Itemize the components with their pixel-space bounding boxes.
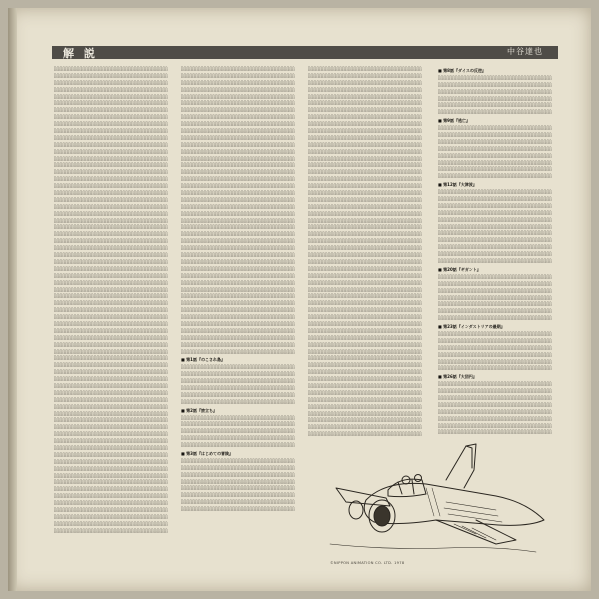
page-spine-edge [8, 8, 17, 591]
text-line: ░░░░░░░░░░░░░░░░░░░░░░░░░░░░░░░░░░░░░ [308, 79, 422, 85]
text-line: ░░░░░░░░░░░░░░░░░░░░░░░░░░░░░░░░░░░░░ [181, 121, 295, 127]
text-line: ░░░░░░░░░░░░░░░░░░░░░░░░░░░░░░░░░░░░░ [308, 100, 422, 106]
text-line: ░░░░░░░░░░░░░░░░░░░░░░░░░░░░░░░░░░░░░ [54, 438, 168, 444]
text-line: ░░░░░░░░░░░░░░░░░░░░░░░░░░░░░░░░░░░░░ [181, 314, 295, 320]
text-line: ░░░░░░░░░░░░░░░░░░░░░░░░░░░░░░░░░░░░░ [181, 391, 295, 397]
text-line: ░░░░░░░░░░░░░░░░░░░░░░░░░░░░░░░░░░░░░ [438, 365, 552, 371]
text-line: ░░░░░░░░░░░░░░░░░░░░░░░░░░░░░░░░░░░░░ [54, 327, 168, 333]
text-line: ░░░░░░░░░░░░░░░░░░░░░░░░░░░░░░░░░░░░░ [308, 327, 422, 333]
text-line: ░░░░░░░░░░░░░░░░░░░░░░░░░░░░░░░░░░░░░ [308, 272, 422, 278]
text-line: ░░░░░░░░░░░░░░░░░░░░░░░░░░░░░░░░░░░░░ [181, 471, 295, 477]
text-line: ░░░░░░░░░░░░░░░░░░░░░░░░░░░░░░░░░░░░░ [54, 252, 168, 258]
text-line: ░░░░░░░░░░░░░░░░░░░░░░░░░░░░░░░░░░░░░ [308, 72, 422, 78]
episode-heading: ■ 第1話『のこされ島』 [181, 357, 299, 364]
text-line: ░░░░░░░░░░░░░░░░░░░░░░░░░░░░░░░░░░░░░ [54, 300, 168, 306]
text-line: ░░░░░░░░░░░░░░░░░░░░░░░░░░░░░░░░░░░░░ [54, 210, 168, 216]
text-line: ░░░░░░░░░░░░░░░░░░░░░░░░░░░░░░░░░░░░░ [438, 251, 552, 257]
text-line: ░░░░░░░░░░░░░░░░░░░░░░░░░░░░░░░░░░░░░ [181, 169, 295, 175]
text-line: ░░░░░░░░░░░░░░░░░░░░░░░░░░░░░░░░░░░░░ [181, 265, 295, 271]
text-line: ░░░░░░░░░░░░░░░░░░░░░░░░░░░░░░░░░░░░░ [308, 334, 422, 340]
text-line: ░░░░░░░░░░░░░░░░░░░░░░░░░░░░░░░░░░░░░ [308, 431, 422, 437]
text-line: ░░░░░░░░░░░░░░░░░░░░░░░░░░░░░░░░░░░░░ [438, 258, 552, 264]
text-line: ░░░░░░░░░░░░░░░░░░░░░░░░░░░░░░░░░░░░░ [308, 121, 422, 127]
text-line: ░░░░░░░░░░░░░░░░░░░░░░░░░░░░░░░░░░░░░ [438, 415, 552, 421]
text-line: ░░░░░░░░░░░░░░░░░░░░░░░░░░░░░░░░░░░░░ [54, 162, 168, 168]
text-line: ░░░░░░░░░░░░░░░░░░░░░░░░░░░░░░░░░░░░░ [181, 86, 295, 92]
episode-heading: ■ 第23話『インダストリアの最期』 [438, 324, 558, 331]
text-line: ░░░░░░░░░░░░░░░░░░░░░░░░░░░░░░░░░░░░░ [181, 435, 295, 441]
text-line: ░░░░░░░░░░░░░░░░░░░░░░░░░░░░░░░░░░░░░ [54, 100, 168, 106]
text-line: ░░░░░░░░░░░░░░░░░░░░░░░░░░░░░░░░░░░░░ [54, 493, 168, 499]
text-line: ░░░░░░░░░░░░░░░░░░░░░░░░░░░░░░░░░░░░░ [54, 176, 168, 182]
text-line: ░░░░░░░░░░░░░░░░░░░░░░░░░░░░░░░░░░░░░ [308, 348, 422, 354]
text-line: ░░░░░░░░░░░░░░░░░░░░░░░░░░░░░░░░░░░░░ [54, 169, 168, 175]
text-line: ░░░░░░░░░░░░░░░░░░░░░░░░░░░░░░░░░░░░░ [438, 337, 552, 343]
text-line: ░░░░░░░░░░░░░░░░░░░░░░░░░░░░░░░░░░░░░ [54, 520, 168, 526]
text-line: ░░░░░░░░░░░░░░░░░░░░░░░░░░░░░░░░░░░░░ [54, 486, 168, 492]
text-line: ░░░░░░░░░░░░░░░░░░░░░░░░░░░░░░░░░░░░░ [54, 396, 168, 402]
text-line: ░░░░░░░░░░░░░░░░░░░░░░░░░░░░░░░░░░░░░ [308, 231, 422, 237]
text-line: ░░░░░░░░░░░░░░░░░░░░░░░░░░░░░░░░░░░░░ [308, 417, 422, 423]
text-line: ░░░░░░░░░░░░░░░░░░░░░░░░░░░░░░░░░░░░░ [181, 428, 295, 434]
text-line: ░░░░░░░░░░░░░░░░░░░░░░░░░░░░░░░░░░░░░ [54, 107, 168, 113]
text-line: ░░░░░░░░░░░░░░░░░░░░░░░░░░░░░░░░░░░░░ [54, 190, 168, 196]
text-line: ░░░░░░░░░░░░░░░░░░░░░░░░░░░░░░░░░░░░░ [308, 355, 422, 361]
text-line: ░░░░░░░░░░░░░░░░░░░░░░░░░░░░░░░░░░░░░ [308, 66, 422, 71]
text-line: ░░░░░░░░░░░░░░░░░░░░░░░░░░░░░░░░░░░░░ [181, 384, 295, 390]
text-line: ░░░░░░░░░░░░░░░░░░░░░░░░░░░░░░░░░░░░░ [308, 252, 422, 258]
text-line: ░░░░░░░░░░░░░░░░░░░░░░░░░░░░░░░░░░░░░ [308, 224, 422, 230]
text-line: ░░░░░░░░░░░░░░░░░░░░░░░░░░░░░░░░░░░░░ [181, 421, 295, 427]
text-line: ░░░░░░░░░░░░░░░░░░░░░░░░░░░░░░░░░░░░░ [181, 72, 295, 78]
text-line: ░░░░░░░░░░░░░░░░░░░░░░░░░░░░░░░░░░░░░ [181, 341, 295, 347]
text-line: ░░░░░░░░░░░░░░░░░░░░░░░░░░░░░░░░░░░░░ [438, 401, 552, 407]
text-line: ░░░░░░░░░░░░░░░░░░░░░░░░░░░░░░░░░░░░░ [54, 410, 168, 416]
text-line: ░░░░░░░░░░░░░░░░░░░░░░░░░░░░░░░░░░░░░ [54, 307, 168, 313]
text-column-2 [181, 66, 299, 536]
liner-notes-page [8, 8, 591, 591]
author-name: 中谷達也 [507, 47, 543, 56]
text-line: ░░░░░░░░░░░░░░░░░░░░░░░░░░░░░░░░░░░░░ [181, 499, 295, 505]
text-line: ░░░░░░░░░░░░░░░░░░░░░░░░░░░░░░░░░░░░░ [308, 169, 422, 175]
text-line: ░░░░░░░░░░░░░░░░░░░░░░░░░░░░░░░░░░░░░ [438, 189, 552, 195]
text-line: ░░░░░░░░░░░░░░░░░░░░░░░░░░░░░░░░░░░░░ [308, 376, 422, 382]
episode-heading: ■ 第8話『ダイスの反逆』 [438, 68, 558, 75]
text-line: ░░░░░░░░░░░░░░░░░░░░░░░░░░░░░░░░░░░░░ [438, 237, 552, 243]
text-line: ░░░░░░░░░░░░░░░░░░░░░░░░░░░░░░░░░░░░░ [54, 431, 168, 437]
text-line: ░░░░░░░░░░░░░░░░░░░░░░░░░░░░░░░░░░░░░ [181, 378, 295, 384]
episode-heading: ■ 第20話『ギガント』 [438, 267, 558, 274]
text-line: ░░░░░░░░░░░░░░░░░░░░░░░░░░░░░░░░░░░░░ [181, 334, 295, 340]
text-line: ░░░░░░░░░░░░░░░░░░░░░░░░░░░░░░░░░░░░░ [54, 258, 168, 264]
text-line: ░░░░░░░░░░░░░░░░░░░░░░░░░░░░░░░░░░░░░ [181, 66, 295, 71]
text-line: ░░░░░░░░░░░░░░░░░░░░░░░░░░░░░░░░░░░░░ [438, 81, 552, 87]
text-line: ░░░░░░░░░░░░░░░░░░░░░░░░░░░░░░░░░░░░░ [438, 145, 552, 151]
text-line: ░░░░░░░░░░░░░░░░░░░░░░░░░░░░░░░░░░░░░ [54, 245, 168, 251]
text-line: ░░░░░░░░░░░░░░░░░░░░░░░░░░░░░░░░░░░░░ [181, 155, 295, 161]
text-line: ░░░░░░░░░░░░░░░░░░░░░░░░░░░░░░░░░░░░░ [308, 141, 422, 147]
text-line: ░░░░░░░░░░░░░░░░░░░░░░░░░░░░░░░░░░░░░ [438, 351, 552, 357]
text-line: ░░░░░░░░░░░░░░░░░░░░░░░░░░░░░░░░░░░░░ [54, 389, 168, 395]
text-line: ░░░░░░░░░░░░░░░░░░░░░░░░░░░░░░░░░░░░░ [308, 245, 422, 251]
text-line: ░░░░░░░░░░░░░░░░░░░░░░░░░░░░░░░░░░░░░ [181, 134, 295, 140]
episode-heading: ■ 第12話『大津波』 [438, 182, 558, 189]
text-line: ░░░░░░░░░░░░░░░░░░░░░░░░░░░░░░░░░░░░░ [181, 252, 295, 258]
text-line: ░░░░░░░░░░░░░░░░░░░░░░░░░░░░░░░░░░░░░ [54, 355, 168, 361]
text-line: ░░░░░░░░░░░░░░░░░░░░░░░░░░░░░░░░░░░░░ [181, 231, 295, 237]
text-line: ░░░░░░░░░░░░░░░░░░░░░░░░░░░░░░░░░░░░░ [438, 315, 552, 321]
text-line: ░░░░░░░░░░░░░░░░░░░░░░░░░░░░░░░░░░░░░ [308, 190, 422, 196]
text-line: ░░░░░░░░░░░░░░░░░░░░░░░░░░░░░░░░░░░░░ [181, 162, 295, 168]
text-line: ░░░░░░░░░░░░░░░░░░░░░░░░░░░░░░░░░░░░░ [181, 492, 295, 498]
text-line: ░░░░░░░░░░░░░░░░░░░░░░░░░░░░░░░░░░░░░ [438, 202, 552, 208]
text-line: ░░░░░░░░░░░░░░░░░░░░░░░░░░░░░░░░░░░░░ [438, 244, 552, 250]
text-line: ░░░░░░░░░░░░░░░░░░░░░░░░░░░░░░░░░░░░░ [308, 369, 422, 375]
text-column-1 [54, 66, 172, 536]
text-line: ░░░░░░░░░░░░░░░░░░░░░░░░░░░░░░░░░░░░░ [54, 272, 168, 278]
text-line: ░░░░░░░░░░░░░░░░░░░░░░░░░░░░░░░░░░░░░ [181, 286, 295, 292]
text-line: ░░░░░░░░░░░░░░░░░░░░░░░░░░░░░░░░░░░░░ [54, 121, 168, 127]
text-line: ░░░░░░░░░░░░░░░░░░░░░░░░░░░░░░░░░░░░░ [438, 330, 552, 336]
text-line: ░░░░░░░░░░░░░░░░░░░░░░░░░░░░░░░░░░░░░ [438, 388, 552, 394]
text-line: ░░░░░░░░░░░░░░░░░░░░░░░░░░░░░░░░░░░░░ [438, 125, 552, 131]
text-line: ░░░░░░░░░░░░░░░░░░░░░░░░░░░░░░░░░░░░░ [181, 327, 295, 333]
text-line: ░░░░░░░░░░░░░░░░░░░░░░░░░░░░░░░░░░░░░ [181, 141, 295, 147]
text-line: ░░░░░░░░░░░░░░░░░░░░░░░░░░░░░░░░░░░░░ [308, 128, 422, 134]
text-line: ░░░░░░░░░░░░░░░░░░░░░░░░░░░░░░░░░░░░░ [308, 196, 422, 202]
text-line: ░░░░░░░░░░░░░░░░░░░░░░░░░░░░░░░░░░░░░ [181, 293, 295, 299]
text-line: ░░░░░░░░░░░░░░░░░░░░░░░░░░░░░░░░░░░░░ [181, 307, 295, 313]
text-column-3 [308, 66, 422, 446]
text-line: ░░░░░░░░░░░░░░░░░░░░░░░░░░░░░░░░░░░░░ [438, 273, 552, 279]
text-line: ░░░░░░░░░░░░░░░░░░░░░░░░░░░░░░░░░░░░░ [308, 107, 422, 113]
text-line: ░░░░░░░░░░░░░░░░░░░░░░░░░░░░░░░░░░░░░ [181, 478, 295, 484]
text-line: ░░░░░░░░░░░░░░░░░░░░░░░░░░░░░░░░░░░░░ [438, 196, 552, 202]
text-line: ░░░░░░░░░░░░░░░░░░░░░░░░░░░░░░░░░░░░░ [181, 128, 295, 134]
text-line: ░░░░░░░░░░░░░░░░░░░░░░░░░░░░░░░░░░░░░ [54, 451, 168, 457]
text-line: ░░░░░░░░░░░░░░░░░░░░░░░░░░░░░░░░░░░░░ [54, 403, 168, 409]
text-line: ░░░░░░░░░░░░░░░░░░░░░░░░░░░░░░░░░░░░░ [54, 224, 168, 230]
text-line: ░░░░░░░░░░░░░░░░░░░░░░░░░░░░░░░░░░░░░ [438, 109, 552, 115]
text-line: ░░░░░░░░░░░░░░░░░░░░░░░░░░░░░░░░░░░░░ [438, 301, 552, 307]
page-title: 解 説 [63, 47, 98, 60]
text-line: ░░░░░░░░░░░░░░░░░░░░░░░░░░░░░░░░░░░░░ [438, 280, 552, 286]
text-line: ░░░░░░░░░░░░░░░░░░░░░░░░░░░░░░░░░░░░░ [438, 230, 552, 236]
text-line: ░░░░░░░░░░░░░░░░░░░░░░░░░░░░░░░░░░░░░ [54, 279, 168, 285]
episode-heading: ■ 第2話『旅立ち』 [181, 408, 299, 415]
text-line: ░░░░░░░░░░░░░░░░░░░░░░░░░░░░░░░░░░░░░ [54, 114, 168, 120]
text-line: ░░░░░░░░░░░░░░░░░░░░░░░░░░░░░░░░░░░░░ [54, 458, 168, 464]
text-line: ░░░░░░░░░░░░░░░░░░░░░░░░░░░░░░░░░░░░░ [438, 166, 552, 172]
text-line: ░░░░░░░░░░░░░░░░░░░░░░░░░░░░░░░░░░░░░ [308, 176, 422, 182]
text-line: ░░░░░░░░░░░░░░░░░░░░░░░░░░░░░░░░░░░░░ [54, 472, 168, 478]
text-line: ░░░░░░░░░░░░░░░░░░░░░░░░░░░░░░░░░░░░░ [181, 371, 295, 377]
text-line: ░░░░░░░░░░░░░░░░░░░░░░░░░░░░░░░░░░░░░ [308, 203, 422, 209]
text-line: ░░░░░░░░░░░░░░░░░░░░░░░░░░░░░░░░░░░░░ [181, 320, 295, 326]
text-line: ░░░░░░░░░░░░░░░░░░░░░░░░░░░░░░░░░░░░░ [308, 410, 422, 416]
text-line: ░░░░░░░░░░░░░░░░░░░░░░░░░░░░░░░░░░░░░ [438, 287, 552, 293]
text-line: ░░░░░░░░░░░░░░░░░░░░░░░░░░░░░░░░░░░░░ [438, 102, 552, 108]
text-line: ░░░░░░░░░░░░░░░░░░░░░░░░░░░░░░░░░░░░░ [438, 394, 552, 400]
text-line: ░░░░░░░░░░░░░░░░░░░░░░░░░░░░░░░░░░░░░ [54, 72, 168, 78]
text-line: ░░░░░░░░░░░░░░░░░░░░░░░░░░░░░░░░░░░░░ [308, 286, 422, 292]
text-line: ░░░░░░░░░░░░░░░░░░░░░░░░░░░░░░░░░░░░░ [54, 465, 168, 471]
text-line: ░░░░░░░░░░░░░░░░░░░░░░░░░░░░░░░░░░░░░ [308, 86, 422, 92]
text-line: ░░░░░░░░░░░░░░░░░░░░░░░░░░░░░░░░░░░░░ [438, 132, 552, 138]
text-line: ░░░░░░░░░░░░░░░░░░░░░░░░░░░░░░░░░░░░░ [54, 369, 168, 375]
text-line: ░░░░░░░░░░░░░░░░░░░░░░░░░░░░░░░░░░░░░ [308, 93, 422, 99]
text-line: ░░░░░░░░░░░░░░░░░░░░░░░░░░░░░░░░░░░░░ [438, 358, 552, 364]
text-line: ░░░░░░░░░░░░░░░░░░░░░░░░░░░░░░░░░░░░░ [181, 196, 295, 202]
text-line: ░░░░░░░░░░░░░░░░░░░░░░░░░░░░░░░░░░░░░ [54, 231, 168, 237]
text-line: ░░░░░░░░░░░░░░░░░░░░░░░░░░░░░░░░░░░░░ [181, 238, 295, 244]
text-line: ░░░░░░░░░░░░░░░░░░░░░░░░░░░░░░░░░░░░░ [54, 128, 168, 134]
text-line: ░░░░░░░░░░░░░░░░░░░░░░░░░░░░░░░░░░░░░ [438, 294, 552, 300]
text-line: ░░░░░░░░░░░░░░░░░░░░░░░░░░░░░░░░░░░░░ [308, 258, 422, 264]
text-line: ░░░░░░░░░░░░░░░░░░░░░░░░░░░░░░░░░░░░░ [438, 216, 552, 222]
text-line: ░░░░░░░░░░░░░░░░░░░░░░░░░░░░░░░░░░░░░ [181, 245, 295, 251]
text-line: ░░░░░░░░░░░░░░░░░░░░░░░░░░░░░░░░░░░░░ [308, 217, 422, 223]
text-line: ░░░░░░░░░░░░░░░░░░░░░░░░░░░░░░░░░░░░░ [181, 398, 295, 404]
text-line: ░░░░░░░░░░░░░░░░░░░░░░░░░░░░░░░░░░░░░ [181, 217, 295, 223]
text-line: ░░░░░░░░░░░░░░░░░░░░░░░░░░░░░░░░░░░░░ [308, 396, 422, 402]
text-line: ░░░░░░░░░░░░░░░░░░░░░░░░░░░░░░░░░░░░░ [181, 364, 295, 370]
text-line: ░░░░░░░░░░░░░░░░░░░░░░░░░░░░░░░░░░░░░ [181, 414, 295, 420]
text-line: ░░░░░░░░░░░░░░░░░░░░░░░░░░░░░░░░░░░░░ [181, 300, 295, 306]
text-line: ░░░░░░░░░░░░░░░░░░░░░░░░░░░░░░░░░░░░░ [308, 155, 422, 161]
text-line: ░░░░░░░░░░░░░░░░░░░░░░░░░░░░░░░░░░░░░ [308, 314, 422, 320]
text-line: ░░░░░░░░░░░░░░░░░░░░░░░░░░░░░░░░░░░░░ [181, 464, 295, 470]
text-line: ░░░░░░░░░░░░░░░░░░░░░░░░░░░░░░░░░░░░░ [54, 507, 168, 512]
text-line: ░░░░░░░░░░░░░░░░░░░░░░░░░░░░░░░░░░░░░ [54, 196, 168, 202]
text-line: ░░░░░░░░░░░░░░░░░░░░░░░░░░░░░░░░░░░░░ [54, 479, 168, 485]
text-line: ░░░░░░░░░░░░░░░░░░░░░░░░░░░░░░░░░░░░░ [54, 155, 168, 161]
text-line: ░░░░░░░░░░░░░░░░░░░░░░░░░░░░░░░░░░░░░ [181, 203, 295, 209]
text-line: ░░░░░░░░░░░░░░░░░░░░░░░░░░░░░░░░░░░░░ [54, 66, 168, 71]
text-line: ░░░░░░░░░░░░░░░░░░░░░░░░░░░░░░░░░░░░░ [308, 279, 422, 285]
text-line: ░░░░░░░░░░░░░░░░░░░░░░░░░░░░░░░░░░░░░ [181, 258, 295, 264]
aircraft-illustration [326, 440, 558, 558]
text-line: ░░░░░░░░░░░░░░░░░░░░░░░░░░░░░░░░░░░░░ [308, 162, 422, 168]
text-line: ░░░░░░░░░░░░░░░░░░░░░░░░░░░░░░░░░░░░░ [54, 320, 168, 326]
text-line: ░░░░░░░░░░░░░░░░░░░░░░░░░░░░░░░░░░░░░ [54, 286, 168, 292]
text-line: ░░░░░░░░░░░░░░░░░░░░░░░░░░░░░░░░░░░░░ [54, 86, 168, 92]
text-line: ░░░░░░░░░░░░░░░░░░░░░░░░░░░░░░░░░░░░░ [181, 93, 295, 99]
text-line: ░░░░░░░░░░░░░░░░░░░░░░░░░░░░░░░░░░░░░ [54, 362, 168, 368]
text-line: ░░░░░░░░░░░░░░░░░░░░░░░░░░░░░░░░░░░░░ [438, 422, 552, 428]
text-line: ░░░░░░░░░░░░░░░░░░░░░░░░░░░░░░░░░░░░░ [308, 320, 422, 326]
text-line: ░░░░░░░░░░░░░░░░░░░░░░░░░░░░░░░░░░░░░ [308, 238, 422, 244]
text-line: ░░░░░░░░░░░░░░░░░░░░░░░░░░░░░░░░░░░░░ [181, 506, 295, 512]
text-line: ░░░░░░░░░░░░░░░░░░░░░░░░░░░░░░░░░░░░░ [181, 224, 295, 230]
text-line: ░░░░░░░░░░░░░░░░░░░░░░░░░░░░░░░░░░░░░ [181, 279, 295, 285]
text-line: ░░░░░░░░░░░░░░░░░░░░░░░░░░░░░░░░░░░░░ [181, 210, 295, 216]
text-line: ░░░░░░░░░░░░░░░░░░░░░░░░░░░░░░░░░░░░░ [181, 114, 295, 120]
text-line: ░░░░░░░░░░░░░░░░░░░░░░░░░░░░░░░░░░░░░ [54, 417, 168, 423]
text-line: ░░░░░░░░░░░░░░░░░░░░░░░░░░░░░░░░░░░░░ [308, 424, 422, 430]
text-line: ░░░░░░░░░░░░░░░░░░░░░░░░░░░░░░░░░░░░░ [181, 107, 295, 113]
text-line: ░░░░░░░░░░░░░░░░░░░░░░░░░░░░░░░░░░░░░ [54, 141, 168, 147]
text-line: ░░░░░░░░░░░░░░░░░░░░░░░░░░░░░░░░░░░░░ [181, 176, 295, 182]
text-line: ░░░░░░░░░░░░░░░░░░░░░░░░░░░░░░░░░░░░░ [438, 88, 552, 94]
text-line: ░░░░░░░░░░░░░░░░░░░░░░░░░░░░░░░░░░░░░ [438, 429, 552, 435]
text-line: ░░░░░░░░░░░░░░░░░░░░░░░░░░░░░░░░░░░░░ [438, 223, 552, 229]
text-line: ░░░░░░░░░░░░░░░░░░░░░░░░░░░░░░░░░░░░░ [54, 265, 168, 271]
text-line: ░░░░░░░░░░░░░░░░░░░░░░░░░░░░░░░░░░░░░ [181, 272, 295, 278]
text-line: ░░░░░░░░░░░░░░░░░░░░░░░░░░░░░░░░░░░░░ [438, 308, 552, 314]
text-line: ░░░░░░░░░░░░░░░░░░░░░░░░░░░░░░░░░░░░░ [54, 500, 168, 506]
text-line: ░░░░░░░░░░░░░░░░░░░░░░░░░░░░░░░░░░░░░ [54, 93, 168, 99]
text-line: ░░░░░░░░░░░░░░░░░░░░░░░░░░░░░░░░░░░░░ [308, 265, 422, 271]
text-line: ░░░░░░░░░░░░░░░░░░░░░░░░░░░░░░░░░░░░░ [54, 382, 168, 388]
text-line: ░░░░░░░░░░░░░░░░░░░░░░░░░░░░░░░░░░░░░ [438, 138, 552, 144]
text-line: ░░░░░░░░░░░░░░░░░░░░░░░░░░░░░░░░░░░░░ [438, 381, 552, 387]
text-line: ░░░░░░░░░░░░░░░░░░░░░░░░░░░░░░░░░░░░░ [308, 210, 422, 216]
text-line: ░░░░░░░░░░░░░░░░░░░░░░░░░░░░░░░░░░░░░ [181, 100, 295, 106]
text-line: ░░░░░░░░░░░░░░░░░░░░░░░░░░░░░░░░░░░░░ [181, 190, 295, 196]
text-line: ░░░░░░░░░░░░░░░░░░░░░░░░░░░░░░░░░░░░░ [308, 307, 422, 313]
text-line: ░░░░░░░░░░░░░░░░░░░░░░░░░░░░░░░░░░░░░ [308, 403, 422, 409]
text-line: ░░░░░░░░░░░░░░░░░░░░░░░░░░░░░░░░░░░░░ [54, 527, 168, 533]
text-line: ░░░░░░░░░░░░░░░░░░░░░░░░░░░░░░░░░░░░░ [308, 183, 422, 189]
episode-heading: ■ 第26話『大団円』 [438, 374, 558, 381]
text-line: ░░░░░░░░░░░░░░░░░░░░░░░░░░░░░░░░░░░░░ [308, 382, 422, 388]
text-line: ░░░░░░░░░░░░░░░░░░░░░░░░░░░░░░░░░░░░░ [54, 376, 168, 382]
text-line: ░░░░░░░░░░░░░░░░░░░░░░░░░░░░░░░░░░░░░ [438, 344, 552, 350]
text-line: ░░░░░░░░░░░░░░░░░░░░░░░░░░░░░░░░░░░░░ [54, 183, 168, 189]
text-line: ░░░░░░░░░░░░░░░░░░░░░░░░░░░░░░░░░░░░░ [54, 314, 168, 320]
episode-heading: ■ 第9話『逃亡』 [438, 118, 558, 125]
text-line: ░░░░░░░░░░░░░░░░░░░░░░░░░░░░░░░░░░░░░ [54, 513, 168, 519]
text-line: ░░░░░░░░░░░░░░░░░░░░░░░░░░░░░░░░░░░░░ [181, 457, 295, 463]
text-line: ░░░░░░░░░░░░░░░░░░░░░░░░░░░░░░░░░░░░░ [54, 334, 168, 340]
text-line: ░░░░░░░░░░░░░░░░░░░░░░░░░░░░░░░░░░░░░ [438, 159, 552, 165]
text-line: ░░░░░░░░░░░░░░░░░░░░░░░░░░░░░░░░░░░░░ [54, 79, 168, 85]
text-line: ░░░░░░░░░░░░░░░░░░░░░░░░░░░░░░░░░░░░░ [181, 348, 295, 354]
text-line: ░░░░░░░░░░░░░░░░░░░░░░░░░░░░░░░░░░░░░ [308, 362, 422, 368]
text-line: ░░░░░░░░░░░░░░░░░░░░░░░░░░░░░░░░░░░░░ [308, 134, 422, 140]
text-line: ░░░░░░░░░░░░░░░░░░░░░░░░░░░░░░░░░░░░░ [308, 293, 422, 299]
text-line: ░░░░░░░░░░░░░░░░░░░░░░░░░░░░░░░░░░░░░ [308, 341, 422, 347]
text-line: ░░░░░░░░░░░░░░░░░░░░░░░░░░░░░░░░░░░░░ [308, 114, 422, 120]
text-line: ░░░░░░░░░░░░░░░░░░░░░░░░░░░░░░░░░░░░░ [54, 424, 168, 430]
text-line: ░░░░░░░░░░░░░░░░░░░░░░░░░░░░░░░░░░░░░ [54, 341, 168, 347]
text-line: ░░░░░░░░░░░░░░░░░░░░░░░░░░░░░░░░░░░░░ [54, 444, 168, 450]
text-line: ░░░░░░░░░░░░░░░░░░░░░░░░░░░░░░░░░░░░░ [438, 74, 552, 80]
text-line: ░░░░░░░░░░░░░░░░░░░░░░░░░░░░░░░░░░░░░ [438, 152, 552, 158]
text-line: ░░░░░░░░░░░░░░░░░░░░░░░░░░░░░░░░░░░░░ [308, 300, 422, 306]
text-line: ░░░░░░░░░░░░░░░░░░░░░░░░░░░░░░░░░░░░░ [54, 348, 168, 354]
text-line: ░░░░░░░░░░░░░░░░░░░░░░░░░░░░░░░░░░░░░ [438, 95, 552, 101]
text-line: ░░░░░░░░░░░░░░░░░░░░░░░░░░░░░░░░░░░░░ [438, 209, 552, 215]
text-line: ░░░░░░░░░░░░░░░░░░░░░░░░░░░░░░░░░░░░░ [54, 203, 168, 209]
text-line: ░░░░░░░░░░░░░░░░░░░░░░░░░░░░░░░░░░░░░ [308, 148, 422, 154]
text-line: ░░░░░░░░░░░░░░░░░░░░░░░░░░░░░░░░░░░░░ [54, 134, 168, 140]
text-line: ░░░░░░░░░░░░░░░░░░░░░░░░░░░░░░░░░░░░░ [181, 183, 295, 189]
text-line: ░░░░░░░░░░░░░░░░░░░░░░░░░░░░░░░░░░░░░ [438, 408, 552, 414]
text-line: ░░░░░░░░░░░░░░░░░░░░░░░░░░░░░░░░░░░░░ [181, 148, 295, 154]
text-line: ░░░░░░░░░░░░░░░░░░░░░░░░░░░░░░░░░░░░░ [438, 173, 552, 179]
episode-heading: ■ 第3話『はじめての冒険』 [181, 451, 299, 458]
text-line: ░░░░░░░░░░░░░░░░░░░░░░░░░░░░░░░░░░░░░ [181, 442, 295, 448]
text-line: ░░░░░░░░░░░░░░░░░░░░░░░░░░░░░░░░░░░░░ [54, 238, 168, 244]
text-line: ░░░░░░░░░░░░░░░░░░░░░░░░░░░░░░░░░░░░░ [308, 389, 422, 395]
copyright-caption: ©NIPPON ANIMATION CO. LTD. 1978 [330, 561, 405, 565]
text-line: ░░░░░░░░░░░░░░░░░░░░░░░░░░░░░░░░░░░░░ [54, 148, 168, 154]
text-line: ░░░░░░░░░░░░░░░░░░░░░░░░░░░░░░░░░░░░░ [54, 217, 168, 223]
header-bar [52, 46, 558, 59]
text-line: ░░░░░░░░░░░░░░░░░░░░░░░░░░░░░░░░░░░░░ [181, 79, 295, 85]
text-line: ░░░░░░░░░░░░░░░░░░░░░░░░░░░░░░░░░░░░░ [54, 293, 168, 299]
text-line: ░░░░░░░░░░░░░░░░░░░░░░░░░░░░░░░░░░░░░ [181, 485, 295, 491]
